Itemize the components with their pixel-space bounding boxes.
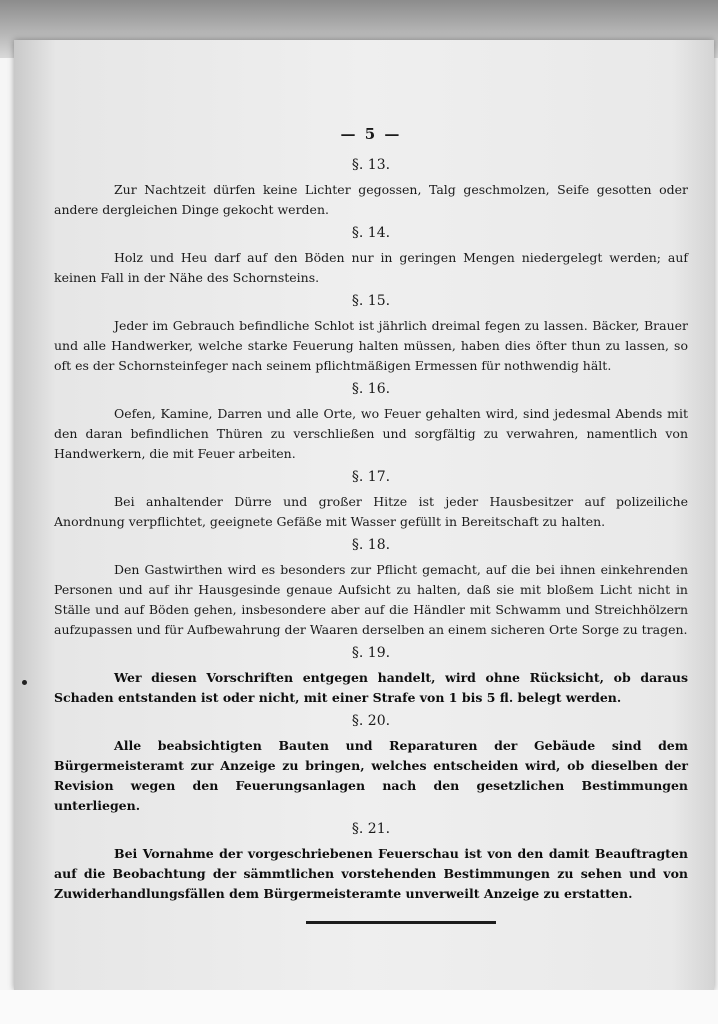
section-18 [54,537,688,640]
closing-rule [306,921,496,924]
section-14 [54,225,688,288]
page-content [54,125,688,904]
section-19 [54,645,688,708]
section-text: Bei anhaltender Dürre und großer Hitze ist jeder Hausbesitzer auf polizeiliche Anordnung verpflichtet, geeignete Gefäße mit Wasser gefüllt in Bereitschaft zu halten. [54,494,688,529]
section-heading: §. 19. [351,645,391,661]
section-21 [54,821,688,904]
section-13 [54,157,688,220]
page-number: — 5 — [340,125,402,143]
section-text: Zur Nachtzeit dürfen keine Lichter gegossen, Talg geschmolzen, Seife gesotten oder andere dergleichen Dinge gekocht werden. [54,182,688,217]
section-text: Holz und Heu darf auf den Böden nur in geringen Mengen niedergelegt werden; auf keinen Fall in der Nähe des Schornsteins. [54,250,688,285]
section-text: Den Gastwirthen wird es besonders zur Pflicht gemacht, auf die bei ihnen einkehrenden Personen und auf ihr Hausgesinde genaue Aufsicht zu halten, daß sie mit bloßem Licht nicht in Ställe und auf Böden gehen, insbesondere aber auf die Händler mit Schwamm und Streichhölzern aufzupassen und für Aufbewahrung der Waaren derselben an einem sicheren Orte Sorge zu tragen. [54,562,688,637]
section-text: Wer diesen Vorschriften entgegen handelt, wird ohne Rücksicht, ob daraus Schaden entstanden ist oder nicht, mit einer Strafe von 1 bis 5 fl. belegt werden. [54,670,688,705]
section-text: Alle beabsichtigten Bauten und Reparaturen der Gebäude sind dem Bürgermeisteramt zur Anzeige zu bringen, welches entscheiden wird, ob dieselben der Revision wegen den Feuerungsanlagen nach den gesetzlichen Bestimmungen unterliegen. [54,738,688,813]
section-16 [54,381,688,464]
section-heading: §. 21. [351,821,391,837]
section-text: Jeder im Gebrauch befindliche Schlot ist jährlich dreimal fegen zu lassen. Bäcker, Brauer und alle Handwerker, welche starke Feuerung halten müssen, haben dies öfter thun zu lassen, so oft es der Schornsteinfeger nach seinem pflichtmäßigen Ermessen für nothwendig hält. [54,318,688,373]
section-heading: §. 16. [351,381,391,397]
section-heading: §. 13. [351,157,391,173]
section-heading: §. 15. [351,293,391,309]
section-heading: §. 18. [351,537,391,553]
section-heading: §. 17. [351,469,391,485]
section-text: Oefen, Kamine, Darren und alle Orte, wo Feuer gehalten wird, sind jedesmal Abends mit den daran befindlichen Thüren zu verschließen und sorgfältig zu verwahren, namentlich von Handwerkern, die mit Feuer arbeiten. [54,406,688,461]
margin-ink-mark [22,680,27,685]
section-heading: §. 20. [351,713,391,729]
section-15 [54,293,688,376]
section-text: Bei Vornahme der vorgeschriebenen Feuerschau ist von den damit Beauftragten auf die Beobachtung der sämmtlichen vorstehenden Bestimmungen zu sehen und von Zuwiderhandlungsfällen dem Bürgermeisteramte unverweilt Anzeige zu erstatten. [54,846,688,901]
section-17 [54,469,688,532]
scanner-bottom-edge [0,990,718,1024]
section-heading: §. 14. [351,225,391,241]
section-20 [54,713,688,816]
